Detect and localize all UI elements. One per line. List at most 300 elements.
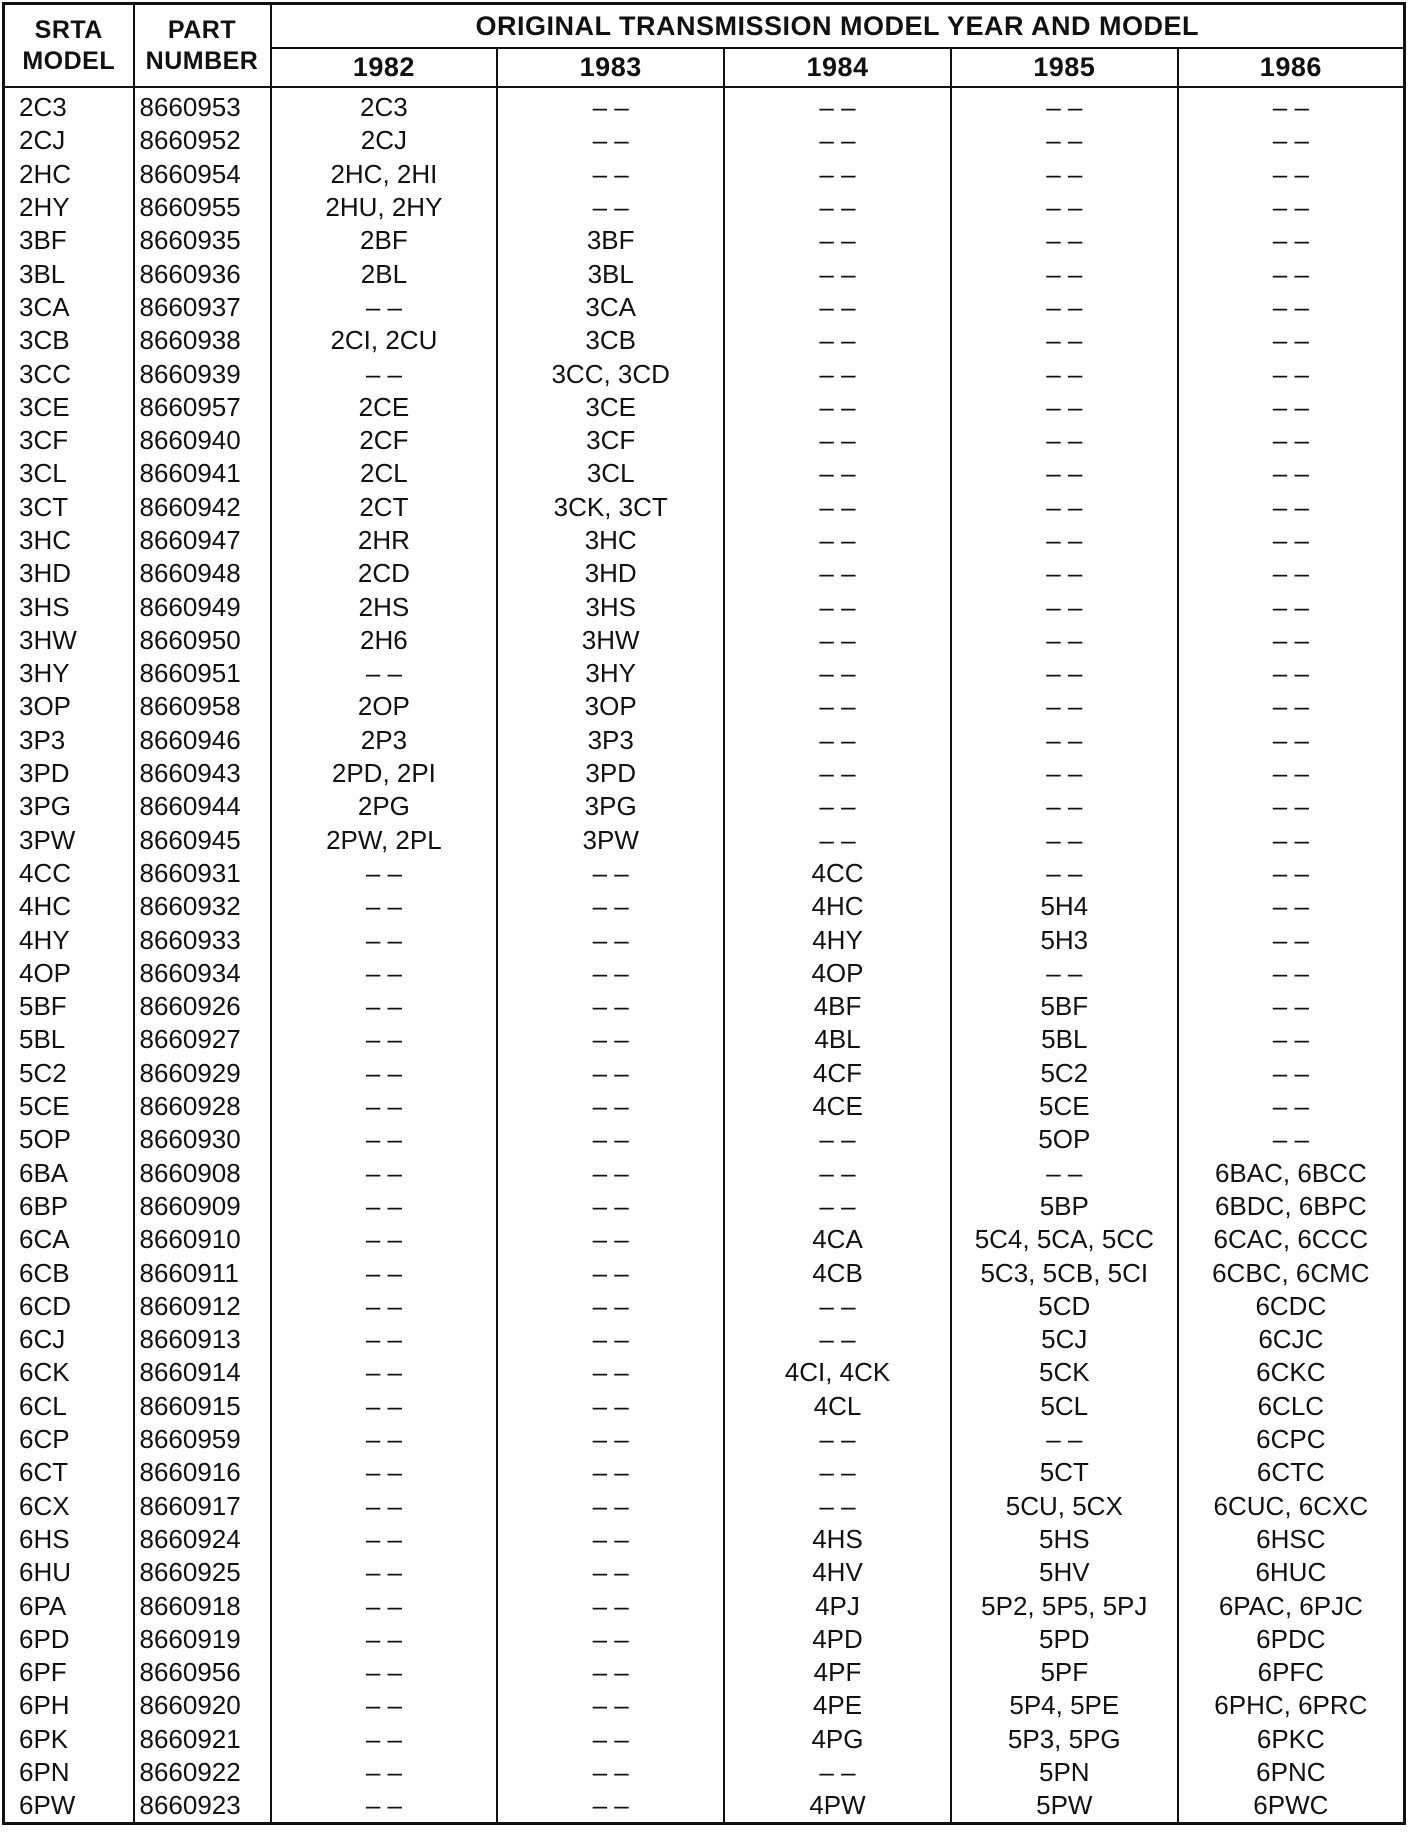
table-row bbox=[4, 990, 1405, 1023]
srta-model-cell: 6PH bbox=[4, 1689, 134, 1722]
srta-model-cell: 6CT bbox=[4, 1456, 134, 1489]
model-1983-cell: 3CE bbox=[497, 391, 724, 424]
part-number-cell: 8660959 bbox=[134, 1423, 271, 1456]
model-1986-cell: – – bbox=[1178, 87, 1405, 124]
srta-model-cell: 3CT bbox=[4, 491, 134, 524]
model-1983-cell: – – bbox=[497, 1456, 724, 1489]
table-row bbox=[4, 1223, 1405, 1256]
model-1985-cell: 5CE bbox=[951, 1090, 1178, 1123]
part-number-cell: 8660958 bbox=[134, 690, 271, 723]
part-number-cell: 8660922 bbox=[134, 1756, 271, 1789]
model-1982-cell: 2PG bbox=[271, 790, 498, 823]
year-header-1984: 1984 bbox=[724, 48, 951, 87]
model-1982-cell: 2C3 bbox=[271, 87, 498, 124]
model-1982-cell: – – bbox=[271, 291, 498, 324]
table-row bbox=[4, 1290, 1405, 1323]
srta-model-cell: 5BF bbox=[4, 990, 134, 1023]
table-row bbox=[4, 1789, 1405, 1824]
model-1986-cell: 6CUC, 6CXC bbox=[1178, 1489, 1405, 1522]
model-1982-cell: 2HR bbox=[271, 524, 498, 557]
model-1982-cell: – – bbox=[271, 1123, 498, 1156]
part-number-cell: 8660948 bbox=[134, 557, 271, 590]
table-row bbox=[4, 158, 1405, 191]
model-1983-cell: – – bbox=[497, 1057, 724, 1090]
part-number-cell: 8660957 bbox=[134, 391, 271, 424]
srta-model-cell: 6HS bbox=[4, 1523, 134, 1556]
model-1984-cell: 4PF bbox=[724, 1656, 951, 1689]
model-1985-cell: 5P3, 5PG bbox=[951, 1723, 1178, 1756]
part-number-cell: 8660946 bbox=[134, 724, 271, 757]
part-number-cell: 8660926 bbox=[134, 990, 271, 1023]
model-1986-cell: 6CPC bbox=[1178, 1423, 1405, 1456]
part-number-cell: 8660917 bbox=[134, 1489, 271, 1522]
model-1986-cell: – – bbox=[1178, 923, 1405, 956]
model-1983-cell: – – bbox=[497, 923, 724, 956]
model-1986-cell: 6CLC bbox=[1178, 1390, 1405, 1423]
model-1982-cell: – – bbox=[271, 1556, 498, 1589]
model-1982-cell: – – bbox=[271, 857, 498, 890]
model-1983-cell: – – bbox=[497, 191, 724, 224]
model-1984-cell: – – bbox=[724, 624, 951, 657]
model-1985-cell: 5P2, 5P5, 5PJ bbox=[951, 1589, 1178, 1622]
model-1982-cell: – – bbox=[271, 1589, 498, 1622]
part-number-cell: 8660929 bbox=[134, 1057, 271, 1090]
part-number-cell: 8660932 bbox=[134, 890, 271, 923]
srta-model-cell: 3BF bbox=[4, 224, 134, 257]
srta-model-cell: 3OP bbox=[4, 690, 134, 723]
table-row bbox=[4, 790, 1405, 823]
model-1986-cell: 6PHC, 6PRC bbox=[1178, 1689, 1405, 1722]
model-1984-cell: 4CC bbox=[724, 857, 951, 890]
model-1984-cell: 4BF bbox=[724, 990, 951, 1023]
srta-model-cell: 6BA bbox=[4, 1157, 134, 1190]
srta-model-cell: 3BL bbox=[4, 257, 134, 290]
model-1986-cell: – – bbox=[1178, 491, 1405, 524]
table-row bbox=[4, 590, 1405, 623]
model-1982-cell: – – bbox=[271, 1456, 498, 1489]
model-1982-cell: – – bbox=[271, 1190, 498, 1223]
model-1985-cell: 5P4, 5PE bbox=[951, 1689, 1178, 1722]
model-1983-cell: 3HS bbox=[497, 590, 724, 623]
table-row bbox=[4, 1589, 1405, 1622]
model-1986-cell: – – bbox=[1178, 357, 1405, 390]
model-1986-cell: 6CJC bbox=[1178, 1323, 1405, 1356]
model-1982-cell: – – bbox=[271, 1689, 498, 1722]
model-1982-cell: 2CJ bbox=[271, 124, 498, 157]
model-1983-cell: – – bbox=[497, 1356, 724, 1389]
model-1986-cell: 6CAC, 6CCC bbox=[1178, 1223, 1405, 1256]
model-1984-cell: 4CA bbox=[724, 1223, 951, 1256]
model-1985-cell: 5CT bbox=[951, 1456, 1178, 1489]
model-1984-cell: – – bbox=[724, 158, 951, 191]
model-1985-cell: – – bbox=[951, 590, 1178, 623]
table-row bbox=[4, 1456, 1405, 1489]
table-row bbox=[4, 224, 1405, 257]
document-page bbox=[2, 2, 1406, 1836]
model-1982-cell: 2H6 bbox=[271, 624, 498, 657]
model-1982-cell: – – bbox=[271, 1157, 498, 1190]
srta-model-cell: 4CC bbox=[4, 857, 134, 890]
model-1986-cell: 6HSC bbox=[1178, 1523, 1405, 1556]
model-1984-cell: 4CB bbox=[724, 1256, 951, 1289]
model-1982-cell: – – bbox=[271, 1290, 498, 1323]
model-1984-cell: – – bbox=[724, 657, 951, 690]
model-1982-cell: 2HC, 2HI bbox=[271, 158, 498, 191]
model-1983-cell: – – bbox=[497, 1623, 724, 1656]
model-1982-cell: 2P3 bbox=[271, 724, 498, 757]
part-number-cell: 8660950 bbox=[134, 624, 271, 657]
part-number-cell: 8660915 bbox=[134, 1390, 271, 1423]
model-1984-cell: – – bbox=[724, 291, 951, 324]
table-row bbox=[4, 1756, 1405, 1789]
table-row bbox=[4, 1157, 1405, 1190]
model-1982-cell: – – bbox=[271, 923, 498, 956]
model-1986-cell: 6CDC bbox=[1178, 1290, 1405, 1323]
model-1984-cell: – – bbox=[724, 1290, 951, 1323]
srta-model-cell: 3HS bbox=[4, 590, 134, 623]
part-number-cell: 8660930 bbox=[134, 1123, 271, 1156]
model-1985-cell: – – bbox=[951, 790, 1178, 823]
model-1985-cell: – – bbox=[951, 524, 1178, 557]
model-1983-cell: – – bbox=[497, 1756, 724, 1789]
model-1985-cell: – – bbox=[951, 124, 1178, 157]
model-1986-cell: 6PAC, 6PJC bbox=[1178, 1589, 1405, 1622]
model-1984-cell: 4HC bbox=[724, 890, 951, 923]
model-1983-cell: 3CL bbox=[497, 457, 724, 490]
model-1983-cell: 3HY bbox=[497, 657, 724, 690]
table-row bbox=[4, 391, 1405, 424]
model-1985-cell: – – bbox=[951, 424, 1178, 457]
part-number-cell: 8660914 bbox=[134, 1356, 271, 1389]
model-1985-cell: 5C4, 5CA, 5CC bbox=[951, 1223, 1178, 1256]
model-1983-cell: – – bbox=[497, 1090, 724, 1123]
model-1982-cell: – – bbox=[271, 1423, 498, 1456]
table-row bbox=[4, 524, 1405, 557]
model-1986-cell: – – bbox=[1178, 324, 1405, 357]
part-number-cell: 8660940 bbox=[134, 424, 271, 457]
model-1982-cell: 2PW, 2PL bbox=[271, 824, 498, 857]
model-1985-cell: – – bbox=[951, 324, 1178, 357]
model-1984-cell: – – bbox=[724, 391, 951, 424]
model-1982-cell: – – bbox=[271, 1023, 498, 1056]
part-number-cell: 8660925 bbox=[134, 1556, 271, 1589]
model-1982-cell: – – bbox=[271, 1090, 498, 1123]
srta-model-cell: 2HC bbox=[4, 158, 134, 191]
part-number-cell: 8660939 bbox=[134, 357, 271, 390]
model-1983-cell: – – bbox=[497, 1123, 724, 1156]
model-1986-cell: – – bbox=[1178, 224, 1405, 257]
model-1985-cell: – – bbox=[951, 158, 1178, 191]
srta-model-cell: 6CB bbox=[4, 1256, 134, 1289]
model-1984-cell: – – bbox=[724, 690, 951, 723]
model-1982-cell: 2CL bbox=[271, 457, 498, 490]
table-row bbox=[4, 1256, 1405, 1289]
model-1986-cell: – – bbox=[1178, 191, 1405, 224]
model-1986-cell: – – bbox=[1178, 158, 1405, 191]
table-row bbox=[4, 1390, 1405, 1423]
srta-model-cell: 3HY bbox=[4, 657, 134, 690]
model-1982-cell: 2CF bbox=[271, 424, 498, 457]
srta-model-cell: 3CF bbox=[4, 424, 134, 457]
model-1985-cell: – – bbox=[951, 491, 1178, 524]
model-1982-cell: 2CT bbox=[271, 491, 498, 524]
model-1983-cell: 3CK, 3CT bbox=[497, 491, 724, 524]
srta-header-line1: SRTA bbox=[34, 15, 103, 44]
srta-model-cell: 5CE bbox=[4, 1090, 134, 1123]
srta-model-cell: 6PK bbox=[4, 1723, 134, 1756]
srta-model-cell: 4HC bbox=[4, 890, 134, 923]
table-row bbox=[4, 1523, 1405, 1556]
model-1984-cell: – – bbox=[724, 87, 951, 124]
model-1985-cell: 5HS bbox=[951, 1523, 1178, 1556]
model-1982-cell: – – bbox=[271, 1756, 498, 1789]
model-1984-cell: 4PG bbox=[724, 1723, 951, 1756]
model-1982-cell: 2CE bbox=[271, 391, 498, 424]
model-1984-cell: 4PJ bbox=[724, 1589, 951, 1622]
model-1983-cell: – – bbox=[497, 158, 724, 191]
model-1986-cell: – – bbox=[1178, 1023, 1405, 1056]
model-1986-cell: – – bbox=[1178, 724, 1405, 757]
table-row bbox=[4, 124, 1405, 157]
model-1985-cell: 5BL bbox=[951, 1023, 1178, 1056]
model-1983-cell: – – bbox=[497, 1256, 724, 1289]
model-1985-cell: 5PW bbox=[951, 1789, 1178, 1824]
model-1982-cell: 2OP bbox=[271, 690, 498, 723]
model-1985-cell: 5PN bbox=[951, 1756, 1178, 1789]
part-number-cell: 8660933 bbox=[134, 923, 271, 956]
model-1986-cell: – – bbox=[1178, 391, 1405, 424]
model-1982-cell: – – bbox=[271, 1356, 498, 1389]
model-1985-cell: – – bbox=[951, 191, 1178, 224]
part-header-line2: NUMBER bbox=[145, 46, 259, 75]
model-1984-cell: – – bbox=[724, 257, 951, 290]
srta-model-cell: 2C3 bbox=[4, 87, 134, 124]
model-1986-cell: – – bbox=[1178, 1057, 1405, 1090]
part-number-cell: 8660934 bbox=[134, 957, 271, 990]
model-1985-cell: 5H3 bbox=[951, 923, 1178, 956]
part-number-cell: 8660913 bbox=[134, 1323, 271, 1356]
model-1983-cell: – – bbox=[497, 1223, 724, 1256]
model-1984-cell: – – bbox=[724, 1157, 951, 1190]
srta-model-cell: 6CL bbox=[4, 1390, 134, 1423]
model-1985-cell: 5OP bbox=[951, 1123, 1178, 1156]
table-row bbox=[4, 1423, 1405, 1456]
model-1982-cell: – – bbox=[271, 1390, 498, 1423]
srta-model-cell: 6CA bbox=[4, 1223, 134, 1256]
model-1982-cell: – – bbox=[271, 1057, 498, 1090]
model-1985-cell: 5H4 bbox=[951, 890, 1178, 923]
model-1986-cell: – – bbox=[1178, 657, 1405, 690]
model-1982-cell: – – bbox=[271, 957, 498, 990]
srta-model-cell: 3HC bbox=[4, 524, 134, 557]
srta-model-cell: 3P3 bbox=[4, 724, 134, 757]
part-number-cell: 8660919 bbox=[134, 1623, 271, 1656]
model-1984-cell: – – bbox=[724, 1489, 951, 1522]
table-row bbox=[4, 824, 1405, 857]
srta-model-cell: 6CJ bbox=[4, 1323, 134, 1356]
model-1983-cell: – – bbox=[497, 1157, 724, 1190]
model-1983-cell: – – bbox=[497, 990, 724, 1023]
model-1985-cell: – – bbox=[951, 87, 1178, 124]
model-1985-cell: 5BF bbox=[951, 990, 1178, 1023]
srta-model-cell: 6HU bbox=[4, 1556, 134, 1589]
model-1982-cell: – – bbox=[271, 1789, 498, 1824]
table-row bbox=[4, 191, 1405, 224]
model-1984-cell: 4BL bbox=[724, 1023, 951, 1056]
table-body bbox=[4, 87, 1405, 1824]
table-row bbox=[4, 724, 1405, 757]
table-row bbox=[4, 1190, 1405, 1223]
part-number-cell: 8660956 bbox=[134, 1656, 271, 1689]
model-year-group-header: ORIGINAL TRANSMISSION MODEL YEAR AND MODEL bbox=[271, 4, 1405, 49]
model-1983-cell: – – bbox=[497, 1723, 724, 1756]
year-header-1982: 1982 bbox=[271, 48, 498, 87]
part-number-cell: 8660920 bbox=[134, 1689, 271, 1722]
model-1982-cell: – – bbox=[271, 1623, 498, 1656]
model-1985-cell: – – bbox=[951, 724, 1178, 757]
srta-model-cell: 4HY bbox=[4, 923, 134, 956]
model-1983-cell: – – bbox=[497, 1589, 724, 1622]
model-1986-cell: – – bbox=[1178, 890, 1405, 923]
model-1986-cell: 6BAC, 6BCC bbox=[1178, 1157, 1405, 1190]
model-1983-cell: 3PW bbox=[497, 824, 724, 857]
model-1984-cell: 4CI, 4CK bbox=[724, 1356, 951, 1389]
model-1982-cell: – – bbox=[271, 1323, 498, 1356]
year-header-1983: 1983 bbox=[497, 48, 724, 87]
model-1982-cell: – – bbox=[271, 1723, 498, 1756]
model-1986-cell: – – bbox=[1178, 690, 1405, 723]
model-1985-cell: 5PD bbox=[951, 1623, 1178, 1656]
table-row bbox=[4, 1023, 1405, 1056]
model-1982-cell: – – bbox=[271, 357, 498, 390]
table-row bbox=[4, 1356, 1405, 1389]
table-row bbox=[4, 624, 1405, 657]
model-1985-cell: 5HV bbox=[951, 1556, 1178, 1589]
model-1983-cell: – – bbox=[497, 1323, 724, 1356]
part-number-cell: 8660916 bbox=[134, 1456, 271, 1489]
model-1983-cell: – – bbox=[497, 1023, 724, 1056]
part-number-cell: 8660911 bbox=[134, 1256, 271, 1289]
model-1982-cell: 2BL bbox=[271, 257, 498, 290]
model-1983-cell: – – bbox=[497, 1423, 724, 1456]
model-1986-cell: – – bbox=[1178, 790, 1405, 823]
part-number-cell: 8660924 bbox=[134, 1523, 271, 1556]
part-number-cell: 8660951 bbox=[134, 657, 271, 690]
part-number-cell: 8660936 bbox=[134, 257, 271, 290]
model-1984-cell: – – bbox=[724, 1190, 951, 1223]
srta-model-cell: 6CD bbox=[4, 1290, 134, 1323]
table-row bbox=[4, 1090, 1405, 1123]
part-number-cell: 8660908 bbox=[134, 1157, 271, 1190]
model-1985-cell: – – bbox=[951, 757, 1178, 790]
model-1985-cell: 5PF bbox=[951, 1656, 1178, 1689]
model-1984-cell: 4PD bbox=[724, 1623, 951, 1656]
part-number-cell: 8660937 bbox=[134, 291, 271, 324]
model-1984-cell: – – bbox=[724, 324, 951, 357]
model-1983-cell: 3BF bbox=[497, 224, 724, 257]
model-1986-cell: 6HUC bbox=[1178, 1556, 1405, 1589]
srta-model-cell: 2CJ bbox=[4, 124, 134, 157]
part-number-cell: 8660928 bbox=[134, 1090, 271, 1123]
model-1986-cell: 6CKC bbox=[1178, 1356, 1405, 1389]
model-1985-cell: 5CK bbox=[951, 1356, 1178, 1389]
part-number-cell: 8660947 bbox=[134, 524, 271, 557]
model-1982-cell: 2HS bbox=[271, 590, 498, 623]
srta-model-cell: 6PN bbox=[4, 1756, 134, 1789]
model-1986-cell: – – bbox=[1178, 624, 1405, 657]
model-1982-cell: 2CI, 2CU bbox=[271, 324, 498, 357]
model-1983-cell: – – bbox=[497, 1489, 724, 1522]
model-1983-cell: 3CA bbox=[497, 291, 724, 324]
model-1984-cell: 4CL bbox=[724, 1390, 951, 1423]
model-1984-cell: – – bbox=[724, 357, 951, 390]
table-row bbox=[4, 690, 1405, 723]
model-1983-cell: 3PD bbox=[497, 757, 724, 790]
table-row bbox=[4, 1656, 1405, 1689]
table-row bbox=[4, 324, 1405, 357]
table-row bbox=[4, 424, 1405, 457]
model-1986-cell: – – bbox=[1178, 124, 1405, 157]
model-1985-cell: – – bbox=[951, 690, 1178, 723]
model-1983-cell: 3CC, 3CD bbox=[497, 357, 724, 390]
model-1986-cell: – – bbox=[1178, 824, 1405, 857]
model-1984-cell: – – bbox=[724, 491, 951, 524]
srta-model-cell: 3PW bbox=[4, 824, 134, 857]
model-1986-cell: – – bbox=[1178, 957, 1405, 990]
model-1983-cell: – – bbox=[497, 1656, 724, 1689]
model-1986-cell: 6BDC, 6BPC bbox=[1178, 1190, 1405, 1223]
srta-model-cell: 3CE bbox=[4, 391, 134, 424]
model-1984-cell: – – bbox=[724, 457, 951, 490]
model-1984-cell: – – bbox=[724, 191, 951, 224]
srta-model-cell: 6BP bbox=[4, 1190, 134, 1223]
srta-model-cell: 6PD bbox=[4, 1623, 134, 1656]
srta-model-header bbox=[4, 4, 134, 88]
model-1982-cell: 2BF bbox=[271, 224, 498, 257]
model-1984-cell: – – bbox=[724, 1323, 951, 1356]
srta-model-cell: 6CP bbox=[4, 1423, 134, 1456]
srta-model-cell: 3PG bbox=[4, 790, 134, 823]
part-number-cell: 8660931 bbox=[134, 857, 271, 890]
srta-model-cell: 6PW bbox=[4, 1789, 134, 1824]
model-1982-cell: – – bbox=[271, 1489, 498, 1522]
model-1985-cell: 5CU, 5CX bbox=[951, 1489, 1178, 1522]
table-row bbox=[4, 1323, 1405, 1356]
part-number-cell: 8660954 bbox=[134, 158, 271, 191]
srta-model-cell: 6PA bbox=[4, 1589, 134, 1622]
part-number-cell: 8660944 bbox=[134, 790, 271, 823]
table-row bbox=[4, 1057, 1405, 1090]
model-1986-cell: – – bbox=[1178, 424, 1405, 457]
model-1985-cell: 5C2 bbox=[951, 1057, 1178, 1090]
model-1984-cell: – – bbox=[724, 724, 951, 757]
model-1984-cell: – – bbox=[724, 557, 951, 590]
model-1985-cell: – – bbox=[951, 957, 1178, 990]
model-1983-cell: – – bbox=[497, 1290, 724, 1323]
model-1986-cell: – – bbox=[1178, 291, 1405, 324]
model-1986-cell: – – bbox=[1178, 557, 1405, 590]
model-1983-cell: – – bbox=[497, 1689, 724, 1722]
srta-model-cell: 4OP bbox=[4, 957, 134, 990]
table-row bbox=[4, 87, 1405, 124]
srta-model-cell: 6CK bbox=[4, 1356, 134, 1389]
model-1983-cell: – – bbox=[497, 890, 724, 923]
part-number-cell: 8660918 bbox=[134, 1589, 271, 1622]
model-1984-cell: – – bbox=[724, 524, 951, 557]
year-header-1986: 1986 bbox=[1178, 48, 1405, 87]
model-1985-cell: 5CD bbox=[951, 1290, 1178, 1323]
table-row bbox=[4, 257, 1405, 290]
